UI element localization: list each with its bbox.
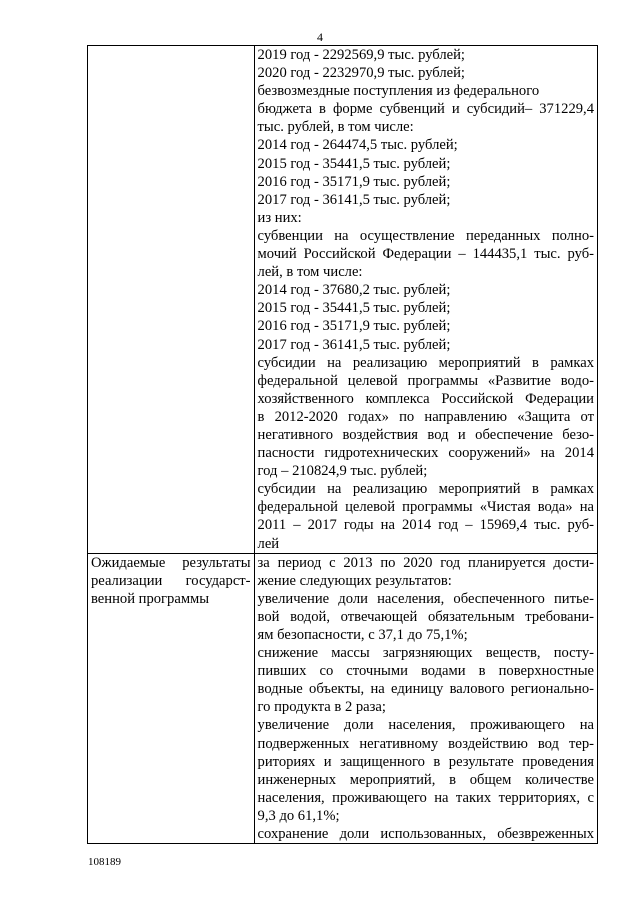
row-heading-line: венной программы xyxy=(91,590,210,607)
text-line: инженерных мероприятий, в общем количестве xyxy=(257,771,594,788)
text-line: субсидии на реализацию мероприятий в рамках xyxy=(257,481,594,498)
text-line: бюджета в форме субвенций и субсидий– 371229,4 xyxy=(257,101,594,118)
text-line: тыс. рублей, в том числе: xyxy=(257,119,414,136)
text-line: пасности гидротехнических сооружений» на 2014 xyxy=(257,445,594,462)
text-line: 2020 год - 2232970,9 тыс. рублей; xyxy=(257,65,465,82)
page-number: 4 xyxy=(317,30,323,44)
text-line: населения, проживающего на таких территориях, с xyxy=(257,789,594,806)
text-line: водные объекты, на единицу валового регионально- xyxy=(257,681,594,698)
text-line: жение следующих результатов: xyxy=(257,572,452,589)
text-line: 2016 год - 35171,9 тыс. рублей; xyxy=(257,318,451,335)
text-line: снижение массы загрязняющих веществ, посту- xyxy=(257,645,594,662)
text-line: 2017 год - 36141,5 тыс. рублей; xyxy=(257,336,451,353)
text-line: 2014 год - 264474,5 тыс. рублей; xyxy=(257,137,458,154)
text-line: федеральной целевой программы «Чистая вода» на xyxy=(257,499,594,516)
text-line: год – 210824,9 тыс. рублей; xyxy=(257,463,428,480)
text-line: 9,3 до 61,1%; xyxy=(257,807,340,824)
text-line: за период с 2013 по 2020 год планируется дости- xyxy=(257,554,594,571)
text-line: хозяйственного комплекса Российской Федерации xyxy=(257,390,594,407)
row-heading-line: Ожидаемые результаты xyxy=(91,554,251,571)
text-line: риториях и защищенного в результате проведения xyxy=(257,753,594,770)
text-line: увеличение доли населения, обеспеченного питье- xyxy=(257,590,594,607)
text-line: подверженных негативному воздействию вод тер- xyxy=(257,735,594,752)
row1-left-cell xyxy=(88,46,255,554)
text-line: ям безопасности, с 37,1 до 75,1%; xyxy=(257,627,468,643)
text-line: 2016 год - 35171,9 тыс. рублей; xyxy=(257,173,451,190)
text-line: федеральной целевой программы «Развитие водо- xyxy=(257,372,594,389)
program-table xyxy=(87,45,598,844)
text-line: вой водой, отвечающей обязательным требовани- xyxy=(257,608,594,625)
text-line: 2014 год - 37680,2 тыс. рублей; xyxy=(257,282,451,299)
text-line: сохранение доли использованных, обезвреженных xyxy=(257,826,594,843)
text-line: мочий Российской Федерации – 144435,1 тыс. руб- xyxy=(257,246,594,263)
text-line: из них: xyxy=(257,209,302,226)
text-line: 2015 год - 35441,5 тыс. рублей; xyxy=(257,155,451,172)
row-heading-line: реализации государст- xyxy=(91,572,251,589)
table-row-funding xyxy=(88,46,598,554)
text-line: субвенции на осуществление переданных полно- xyxy=(257,227,594,244)
row1-right-cell xyxy=(254,46,597,554)
document-code: 108189 xyxy=(88,856,121,868)
text-line: 2017 год - 36141,5 тыс. рублей; xyxy=(257,191,451,208)
table-row-expected-results xyxy=(88,553,598,844)
text-line: негативного воздействия вод и обеспечение безо- xyxy=(257,426,594,443)
text-line: безвозмездные поступления из федерального xyxy=(257,83,540,100)
row2-right-cell xyxy=(254,553,597,844)
text-line: пивших со сточными водами в поверхностные xyxy=(257,663,594,680)
text-line: лей, в том числе: xyxy=(257,264,363,281)
text-line: го продукта в 2 раза; xyxy=(257,699,386,716)
text-line: 2019 год - 2292569,9 тыс. рублей; xyxy=(257,47,465,63)
text-line: 2011 – 2017 годы на 2014 год – 15969,4 тыс. руб- xyxy=(257,517,594,534)
text-line: в 2012-2020 годах» по направлению «Защита от xyxy=(257,408,594,425)
text-line: увеличение доли населения, проживающего на xyxy=(257,717,594,734)
text-line: лей xyxy=(257,535,280,552)
text-line: 2015 год - 35441,5 тыс. рублей; xyxy=(257,300,451,317)
text-line: субсидии на реализацию мероприятий в рамках xyxy=(257,354,594,371)
row2-left-cell xyxy=(88,553,255,844)
